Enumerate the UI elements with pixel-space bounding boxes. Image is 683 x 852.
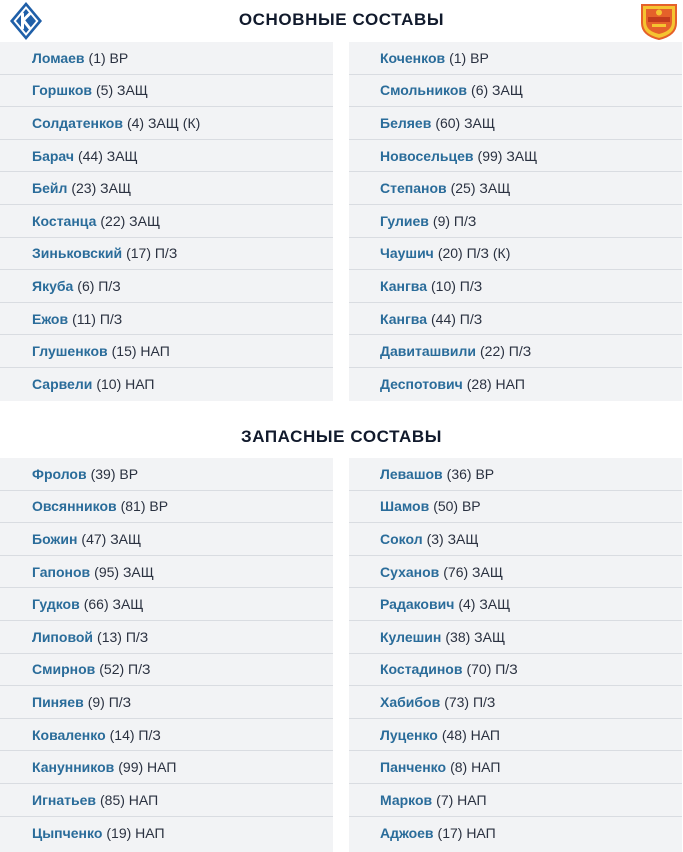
- player-number-position: (8) НАП: [450, 759, 501, 776]
- subs-header: [0, 416, 683, 458]
- player-number-position: (50) ВР: [433, 498, 481, 515]
- player-name-link[interactable]: Цыпченко: [32, 824, 103, 841]
- player-number-position: (11) П/З: [72, 310, 123, 327]
- player-row: [0, 368, 333, 401]
- player-row: [0, 686, 333, 719]
- player-name-link[interactable]: Бейл: [32, 180, 68, 197]
- player-row: [0, 654, 333, 687]
- player-number-position: (47) ЗАЩ: [81, 530, 142, 547]
- player-name-link[interactable]: Гудков: [32, 596, 80, 613]
- player-row: [349, 335, 682, 368]
- player-name-link[interactable]: Чаушич: [380, 245, 434, 262]
- player-name-link[interactable]: Ломаев: [32, 49, 85, 66]
- player-row: [0, 588, 333, 621]
- player-row: [349, 817, 682, 850]
- player-number-position: (3) ЗАЩ: [426, 530, 479, 547]
- starters-home-list: [0, 42, 333, 401]
- player-row: [0, 621, 333, 654]
- player-name-link[interactable]: Фролов: [32, 465, 87, 482]
- player-row: [0, 751, 333, 784]
- subs-title: ЗАПАСНЫЕ СОСТАВЫ: [240, 427, 443, 446]
- player-name-link[interactable]: Марков: [380, 791, 433, 808]
- player-number-position: (38) ЗАЩ: [445, 628, 506, 645]
- player-row: [349, 654, 682, 687]
- player-number-position: (17) НАП: [437, 824, 496, 841]
- player-name-link[interactable]: Горшков: [32, 82, 92, 99]
- player-row: [0, 817, 333, 850]
- player-name-link[interactable]: Барач: [32, 147, 74, 164]
- player-number-position: (44) П/З: [431, 310, 483, 327]
- player-number-position: (22) ЗАЩ: [100, 212, 161, 229]
- player-name-link[interactable]: Аджоев: [380, 824, 434, 841]
- player-row: [0, 335, 333, 368]
- player-row: [349, 368, 682, 401]
- player-number-position: (4) ЗАЩ (К): [126, 114, 201, 131]
- player-number-position: (9) П/З: [87, 693, 132, 710]
- player-number-position: (76) ЗАЩ: [443, 563, 503, 580]
- player-row: [349, 458, 682, 491]
- player-number-position: (1) ВР: [88, 49, 129, 66]
- player-row: [349, 621, 682, 654]
- player-number-position: (52) П/З: [99, 661, 151, 678]
- player-number-position: (28) НАП: [466, 376, 525, 393]
- player-row: [349, 107, 682, 140]
- player-row: [0, 303, 333, 336]
- player-number-position: (85) НАП: [100, 791, 159, 808]
- player-number-position: (36) ВР: [446, 465, 495, 482]
- player-name-link[interactable]: Смирнов: [32, 661, 96, 678]
- player-number-position: (14) П/З: [109, 726, 161, 743]
- player-name-link[interactable]: Смольников: [380, 82, 468, 99]
- player-name-link[interactable]: Сокол: [380, 530, 423, 547]
- starters-away-list: [349, 42, 682, 401]
- player-name-link[interactable]: Левашов: [380, 465, 443, 482]
- player-name-link[interactable]: Шамов: [380, 498, 430, 515]
- player-number-position: (4) ЗАЩ: [458, 596, 511, 613]
- player-row: [349, 719, 682, 752]
- player-name-link[interactable]: Радакович: [380, 596, 455, 613]
- player-row: [0, 784, 333, 817]
- player-name-link[interactable]: Зиньковский: [32, 245, 123, 262]
- player-name-link[interactable]: Новосельцев: [380, 147, 474, 164]
- player-name-link[interactable]: Кангва: [380, 310, 427, 327]
- player-number-position: (73) П/З: [444, 693, 496, 710]
- player-name-link[interactable]: Ежов: [32, 310, 69, 327]
- player-number-position: (7) НАП: [436, 791, 487, 808]
- player-row: [0, 205, 333, 238]
- player-number-position: (10) НАП: [96, 376, 155, 393]
- player-name-link[interactable]: Якуба: [32, 277, 74, 294]
- player-row: [349, 491, 682, 524]
- player-name-link[interactable]: Панченко: [380, 759, 447, 776]
- player-number-position: (6) ЗАЩ: [471, 82, 523, 99]
- player-name-link[interactable]: Коченков: [380, 49, 446, 66]
- player-row: [0, 238, 333, 271]
- player-number-position: (25) ЗАЩ: [450, 180, 511, 197]
- player-row: [349, 751, 682, 784]
- player-name-link[interactable]: Костадинов: [380, 661, 463, 678]
- player-name-link[interactable]: Кулешин: [380, 628, 442, 645]
- player-name-link[interactable]: Липовой: [32, 628, 94, 645]
- player-name-link[interactable]: Гапонов: [32, 563, 91, 580]
- player-name-link[interactable]: Овсянников: [32, 498, 117, 515]
- player-number-position: (44) ЗАЩ: [77, 147, 138, 164]
- player-row: [349, 42, 682, 75]
- player-name-link[interactable]: Канунников: [32, 759, 115, 776]
- player-number-position: (1) ВР: [449, 49, 489, 66]
- player-row: [0, 458, 333, 491]
- player-row: [349, 75, 682, 108]
- player-number-position: (95) ЗАЩ: [94, 563, 154, 580]
- player-name-link[interactable]: Пиняев: [32, 693, 84, 710]
- player-number-position: (20) П/З (К): [437, 245, 511, 262]
- player-number-position: (5) ЗАЩ: [96, 82, 148, 99]
- player-number-position: (70) П/З: [466, 661, 518, 678]
- player-row: [0, 172, 333, 205]
- player-name-link[interactable]: Беляев: [380, 114, 432, 131]
- player-number-position: (15) НАП: [111, 343, 170, 360]
- player-row: [349, 686, 682, 719]
- player-name-link[interactable]: Игнатьев: [32, 791, 96, 808]
- player-row: [349, 140, 682, 173]
- player-name-link[interactable]: Коваленко: [32, 726, 106, 743]
- player-number-position: (39) ВР: [90, 465, 139, 482]
- player-row: [0, 42, 333, 75]
- player-row: [0, 107, 333, 140]
- player-number-position: (66) ЗАЩ: [83, 596, 144, 613]
- player-row: [0, 140, 333, 173]
- player-row: [0, 556, 333, 589]
- player-name-link[interactable]: Солдатенков: [32, 114, 123, 131]
- player-number-position: (17) П/З: [126, 245, 178, 262]
- player-number-position: (13) П/З: [97, 628, 149, 645]
- player-row: [349, 588, 682, 621]
- player-number-position: (60) ЗАЩ: [435, 114, 496, 131]
- arsenal-tula-logo-icon: [639, 2, 679, 40]
- player-row: [0, 719, 333, 752]
- player-number-position: (22) П/З: [480, 343, 532, 360]
- player-name-link[interactable]: Кангва: [380, 277, 427, 294]
- player-number-position: (9) П/З: [432, 212, 477, 229]
- player-row: [349, 172, 682, 205]
- subs-away-list: [349, 458, 682, 852]
- player-name-link[interactable]: Давиташвили: [380, 343, 476, 360]
- player-number-position: (99) ЗАЩ: [477, 147, 538, 164]
- player-row: [0, 523, 333, 556]
- player-number-position: (10) П/З: [431, 277, 483, 294]
- starters-header: [0, 0, 683, 42]
- player-row: [0, 270, 333, 303]
- player-name-link[interactable]: Сарвели: [32, 376, 93, 393]
- player-row: [349, 556, 682, 589]
- player-number-position: (19) НАП: [106, 824, 165, 841]
- player-name-link[interactable]: Гулиев: [380, 212, 429, 229]
- player-number-position: (99) НАП: [118, 759, 177, 776]
- player-name-link[interactable]: Луценко: [380, 726, 438, 743]
- player-name-link[interactable]: Хабибов: [380, 693, 441, 710]
- starters-title: ОСНОВНЫЕ СОСТАВЫ: [238, 10, 445, 29]
- player-row: [349, 784, 682, 817]
- player-row: [349, 303, 682, 336]
- player-row: [0, 491, 333, 524]
- subs-home-list: [0, 458, 333, 852]
- player-number-position: (48) НАП: [441, 726, 500, 743]
- player-row: [349, 270, 682, 303]
- player-row: [349, 205, 682, 238]
- player-number-position: (23) ЗАЩ: [71, 180, 132, 197]
- player-name-link[interactable]: Степанов: [380, 180, 447, 197]
- player-row: [349, 238, 682, 271]
- player-name-link[interactable]: Глушенков: [32, 343, 108, 360]
- player-name-link[interactable]: Деспотович: [380, 376, 463, 393]
- player-row: [349, 523, 682, 556]
- player-number-position: (6) П/З: [77, 277, 121, 294]
- player-name-link[interactable]: Костанца: [32, 212, 97, 229]
- player-name-link[interactable]: Суханов: [380, 563, 440, 580]
- player-name-link[interactable]: Божин: [32, 530, 78, 547]
- player-row: [0, 75, 333, 108]
- player-number-position: (81) ВР: [120, 498, 169, 515]
